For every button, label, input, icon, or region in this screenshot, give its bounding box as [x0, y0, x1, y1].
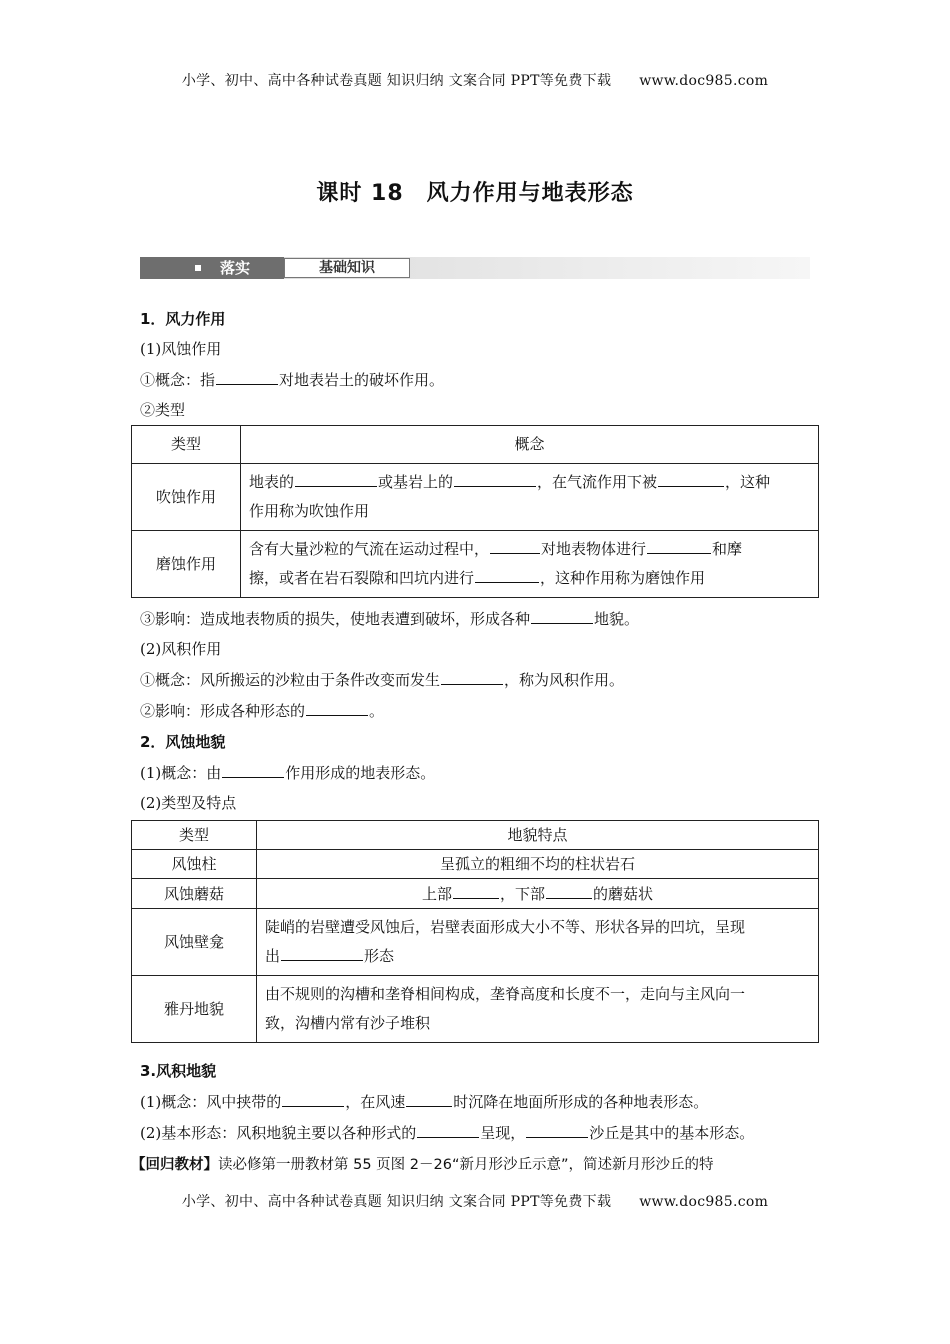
- s3-concept: [140, 1091, 708, 1112]
- s2-types: (2)类型及特点: [140, 794, 237, 812]
- fill-blank: [216, 369, 278, 385]
- text: 沙丘是其中的基本形态。: [589, 1124, 755, 1142]
- table-cell: 磨蚀作用: [132, 531, 241, 598]
- text: ②影响：形成各种形态的: [140, 702, 306, 720]
- return-label: 【回归教材】: [131, 1157, 218, 1173]
- banner-dark: [140, 257, 284, 279]
- header-text: 小学、初中、高中各种试卷真题 知识归纳 文案合同 PPT等免费下载: [181, 73, 612, 89]
- fill-blank: [441, 669, 503, 685]
- table-row: [132, 909, 819, 976]
- fill-blank: [453, 883, 499, 899]
- table-header: 地貌特点: [257, 821, 819, 850]
- fill-blank: [531, 608, 593, 624]
- text: 由不规则的沟槽和垄脊相间构成，垄脊高度和长度不一，走向与主风向一: [265, 985, 746, 1003]
- s1-concept: [140, 369, 444, 390]
- s1-effect: [140, 608, 639, 629]
- s1-sub1: (1)风蚀作用: [140, 340, 222, 358]
- table-cell: 风蚀壁龛: [132, 909, 257, 976]
- text: 的蘑菇状: [593, 885, 654, 903]
- text: 地表的: [249, 473, 295, 491]
- text: ，在风速: [345, 1093, 406, 1111]
- table-row: [132, 531, 819, 598]
- text: 上部: [421, 885, 452, 903]
- text: 含有大量沙粒的气流在运动过程中，: [249, 540, 490, 558]
- text: 出: [265, 947, 281, 965]
- text: ③影响：造成地表物质的损失，使地表遭到破坏，形成各种: [140, 610, 531, 628]
- text: ①概念：指: [140, 371, 216, 389]
- s2-heading: 2．风蚀地貌: [140, 733, 226, 751]
- text: 对地表岩土的破坏作用。: [279, 371, 445, 389]
- fill-blank: [546, 883, 592, 899]
- return-text: 读必修第一册教材第 55 页图 2－26“新月形沙丘示意”，简述新月形沙丘的特: [218, 1157, 714, 1173]
- s3-forms: [140, 1122, 754, 1143]
- text: 形态: [364, 947, 395, 965]
- table-cell: [241, 464, 819, 531]
- text: 。: [369, 702, 385, 720]
- table-header: 类型: [132, 821, 257, 850]
- fill-blank: [222, 762, 284, 778]
- text: ，这种作用称为磨蚀作用: [540, 569, 706, 587]
- text: 地貌。: [594, 610, 640, 628]
- text: 作用称为吹蚀作用: [249, 502, 370, 520]
- text: 或基岩上的: [378, 473, 454, 491]
- fill-blank: [306, 700, 368, 716]
- fill-blank: [526, 1122, 588, 1138]
- s1-types: ②类型: [140, 401, 186, 419]
- text: 致，沟槽内常有沙子堆积: [265, 1014, 431, 1032]
- text: ，这种: [725, 473, 771, 491]
- s1-heading: 1．风力作用: [140, 310, 226, 328]
- s1-effect2: [140, 700, 384, 721]
- fill-blank: [454, 471, 536, 487]
- fill-blank: [647, 538, 711, 554]
- table-cell: 呈孤立的粗细不均的柱状岩石: [257, 850, 819, 879]
- table-header-row: [132, 426, 819, 464]
- banner-dark-label: 落实: [220, 259, 251, 277]
- text: 对地表物体进行: [541, 540, 647, 558]
- s1-sub2: (2)风积作用: [140, 640, 222, 658]
- table-cell: [257, 879, 819, 909]
- fill-blank: [282, 1091, 344, 1107]
- table-row: [132, 850, 819, 879]
- fill-blank: [417, 1122, 479, 1138]
- s2-concept: [140, 762, 435, 783]
- section-banner: [140, 257, 810, 279]
- text: ，称为风积作用。: [504, 671, 625, 689]
- s1-concept2: [140, 669, 624, 690]
- table-cell: [257, 976, 819, 1043]
- text: 呈现，: [480, 1124, 526, 1142]
- s3-heading: 3.风积地貌: [140, 1062, 217, 1080]
- text: ，下部: [499, 885, 545, 903]
- text: 擦，或者在岩石裂隙和凹坑内进行: [249, 569, 475, 587]
- table-header: 概念: [241, 426, 819, 464]
- text: ，在气流作用下被: [537, 473, 658, 491]
- page-footer: [0, 1191, 950, 1211]
- text: 作用形成的地表形态。: [285, 764, 436, 782]
- table-header-row: [132, 821, 819, 850]
- fill-blank: [281, 945, 363, 961]
- table-row: [132, 464, 819, 531]
- table-cell: [241, 531, 819, 598]
- table-row: [132, 879, 819, 909]
- fill-blank: [406, 1091, 452, 1107]
- erosion-table: [131, 425, 819, 598]
- fill-blank: [658, 471, 724, 487]
- footer-text: 小学、初中、高中各种试卷真题 知识归纳 文案合同 PPT等免费下载: [181, 1194, 612, 1210]
- table-cell: [257, 909, 819, 976]
- table-row: [132, 976, 819, 1043]
- text: 时沉降在地面所形成的各种地表形态。: [453, 1093, 709, 1111]
- text: (1)概念：风中挟带的: [140, 1093, 282, 1111]
- fill-blank: [490, 538, 540, 554]
- landform-table: [131, 820, 819, 1043]
- text: 和摩: [712, 540, 743, 558]
- footer-url: www.doc985.com: [639, 1194, 769, 1210]
- table-cell: 吹蚀作用: [132, 464, 241, 531]
- page-header: [0, 70, 950, 90]
- text: (2)基本形态：风积地貌主要以各种形式的: [140, 1124, 417, 1142]
- fill-blank: [295, 471, 377, 487]
- table-cell: 雅丹地貌: [132, 976, 257, 1043]
- fill-blank: [475, 567, 539, 583]
- header-url: www.doc985.com: [639, 73, 769, 89]
- page-title: 课时 18 风力作用与地表形态: [316, 181, 634, 206]
- text: (1)概念：由: [140, 764, 222, 782]
- table-cell: 风蚀柱: [132, 850, 257, 879]
- table-cell: 风蚀蘑菇: [132, 879, 257, 909]
- table-header: 类型: [132, 426, 241, 464]
- return-textbook: [131, 1153, 713, 1174]
- banner-light-label: 基础知识: [284, 258, 410, 278]
- text: 陡峭的岩壁遭受风蚀后，岩壁表面形成大小不等、形状各异的凹坑，呈现: [265, 918, 746, 936]
- square-bullet-icon: [195, 265, 201, 271]
- text: ①概念：风所搬运的沙粒由于条件改变而发生: [140, 671, 441, 689]
